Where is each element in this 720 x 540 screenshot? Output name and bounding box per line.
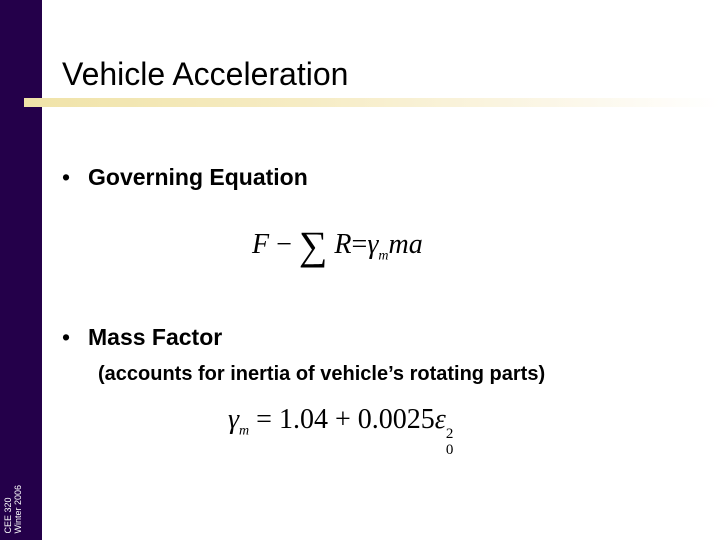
footer-term: Winter 2006 (13, 485, 23, 534)
eq-F: F (252, 229, 270, 260)
course-footer (3, 485, 23, 534)
eq-epsilon-scripts (446, 426, 454, 458)
eq-gamma: γ (367, 229, 379, 260)
bullet-dot: • (62, 164, 71, 190)
mass-factor-equation (228, 404, 453, 458)
eq-constant-1: 1.04 (278, 404, 328, 435)
eq-ma: ma (388, 229, 423, 260)
eq-R: R (334, 229, 352, 260)
eq-epsilon-sub: 0 (445, 442, 454, 458)
bullet-label: Mass Factor (88, 324, 223, 350)
bullet-mass-factor (62, 324, 222, 351)
eq-gamma-sub: m (378, 248, 389, 264)
eq-equals: = (256, 404, 272, 435)
bullet-governing-equation (62, 164, 308, 191)
sidebar-bar (0, 0, 42, 540)
eq-epsilon-sup: 2 (445, 426, 454, 442)
eq-equals: = (351, 229, 368, 260)
mass-factor-note: (accounts for inertia of vehicle’s rotating parts) (98, 363, 546, 385)
eq-minus: − (276, 229, 292, 260)
title-rule (24, 98, 720, 107)
eq-constant-2: 0.0025 (357, 404, 435, 435)
eq-plus: + (334, 404, 351, 435)
bullet-dot: • (62, 324, 71, 350)
eq-gamma-sub: m (239, 423, 250, 439)
eq-gamma: γ (228, 404, 240, 435)
governing-equation (252, 222, 423, 269)
eq-epsilon: ε (434, 404, 446, 435)
bullet-label: Governing Equation (88, 164, 308, 190)
eq-sigma: ∑ (298, 223, 328, 268)
slide-title: Vehicle Acceleration (62, 56, 349, 92)
footer-course: CEE 320 (3, 497, 13, 534)
